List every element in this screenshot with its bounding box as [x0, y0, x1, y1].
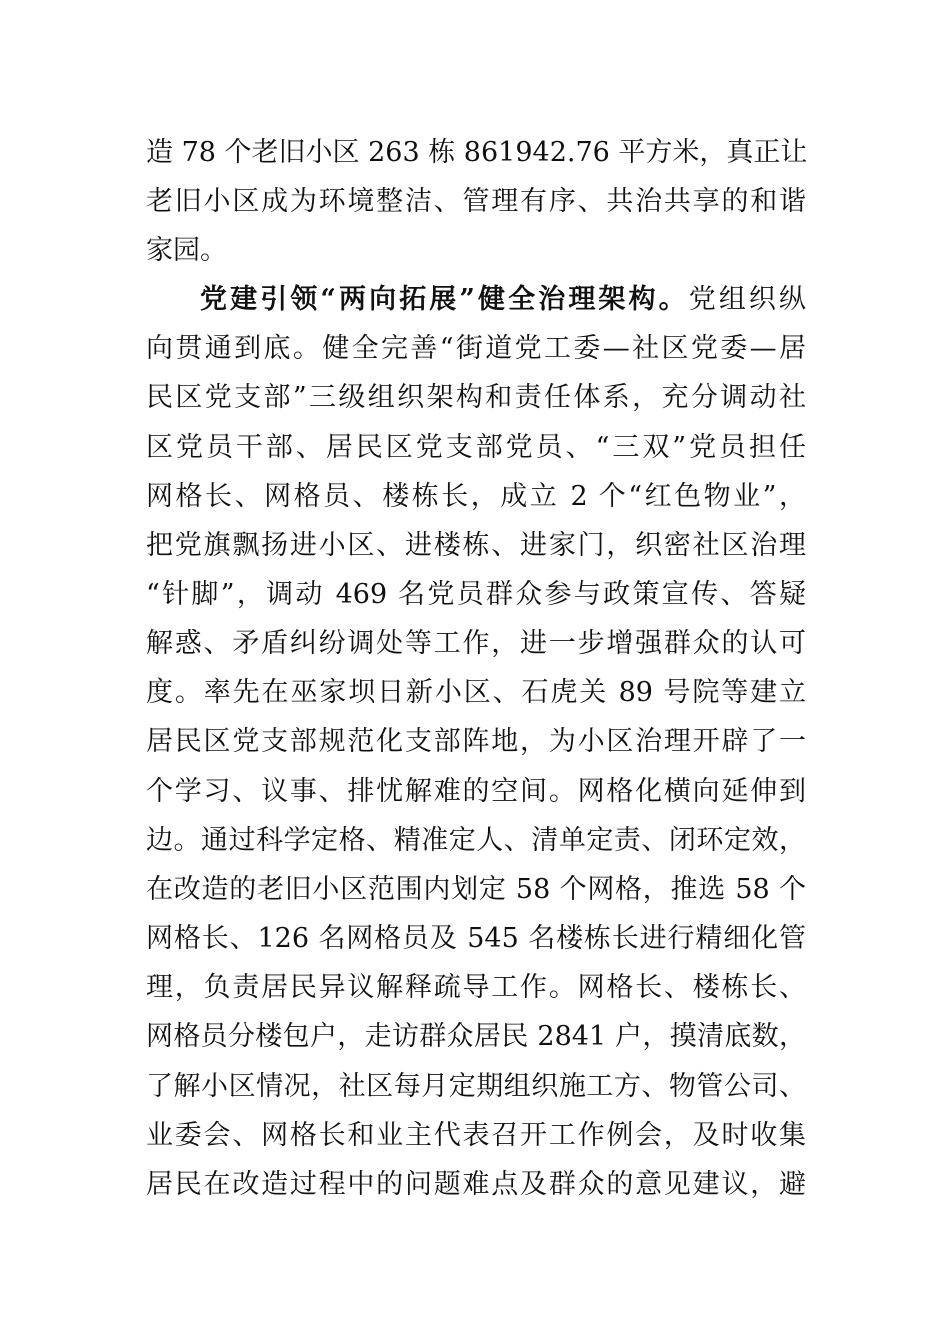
- text-line: 业委会、网格长和业主代表召开工作例会，及时收集: [146, 1120, 806, 1151]
- text-line: 个学习、议事、排忧解难的空间。网格化横向延伸到: [146, 776, 806, 807]
- text-line: 把党旗飘扬进小区、进楼栋、进家门，织密社区治理: [146, 530, 806, 561]
- text-line: “针脚”，调动 469 名党员群众参与政策宣传、答疑: [146, 579, 806, 610]
- text-line: 度。率先在巫家坝日新小区、石虎关 89 号院等建立: [146, 677, 806, 708]
- text-line: 民区党支部”三级组织架构和责任体系，充分调动社: [146, 382, 806, 413]
- text-line: 网格长、网格员、楼栋长，成立 2 个“红色物业”，: [146, 481, 806, 512]
- text-line: 网格长、126 名网格员及 545 名楼栋长进行精细化管: [146, 923, 806, 954]
- text-line: 边。通过科学定格、精准定人、清单定责、闭环定效，: [146, 825, 806, 856]
- text-line: 居民区党支部规范化支部阵地，为小区治理开辟了一: [146, 726, 806, 757]
- heading-continuation: 党组织纵: [688, 284, 807, 315]
- text-line: 区党员干部、居民区党支部党员、“三双”党员担任: [146, 432, 806, 463]
- text-line: 家园。: [146, 235, 227, 266]
- text-line: 在改造的老旧小区范围内划定 58 个网格，推选 58 个: [146, 874, 806, 905]
- text-line: 老旧小区成为环境整洁、管理有序、共治共享的和谐: [146, 186, 806, 217]
- text-line: 造 78 个老旧小区 263 栋 861942.76 平方米，真正让: [146, 137, 808, 168]
- text-line: 网格员分楼包户，走访群众居民 2841 户，摸清底数，: [146, 1021, 806, 1052]
- section-heading-line: [200, 280, 806, 320]
- text-line: 了解小区情况，社区每月定期组织施工方、物管公司、: [146, 1071, 806, 1102]
- text-line: 理，负责居民异议解释疏导工作。网格长、楼栋长、: [146, 972, 806, 1003]
- text-line: 向贯通到底。健全完善“街道党工委—社区党委—居: [146, 333, 806, 364]
- text-line: 居民在改造过程中的问题难点及群众的意见建议，避: [146, 1169, 806, 1200]
- text-line: 解惑、矛盾纠纷调处等工作，进一步增强群众的认可: [146, 628, 806, 659]
- section-heading: 党建引领“两向拓展”健全治理架构。: [200, 284, 689, 315]
